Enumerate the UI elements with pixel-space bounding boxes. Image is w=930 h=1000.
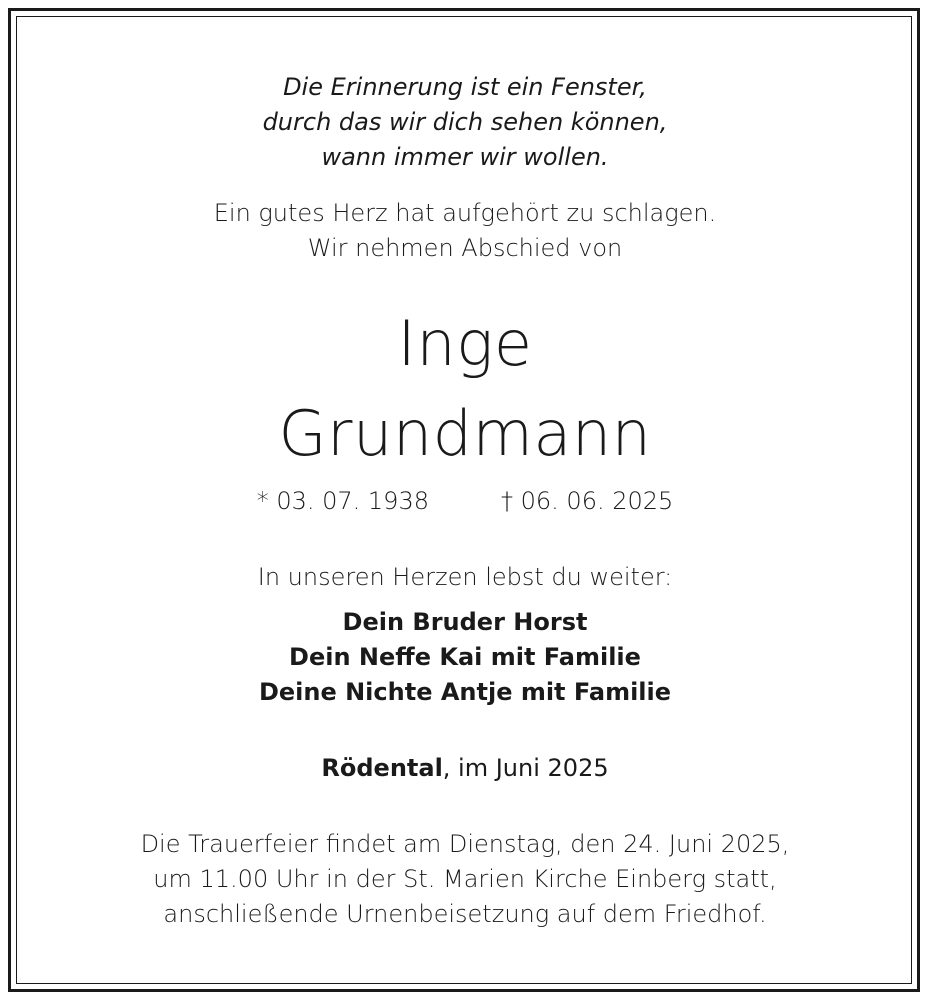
poem-line-2: durch das wir dich sehen können, — [262, 108, 668, 136]
place-town: Rödental — [321, 754, 443, 782]
mourner-3: Deine Nichte Antje mit Familie — [258, 678, 672, 706]
poem-line-1: Die Erinnerung ist ein Fenster, — [283, 73, 647, 101]
birth-date: * 03. 07. 1938 — [256, 487, 429, 515]
intro-line-1: Ein gutes Herz hat aufgehört zu schlagen. — [213, 199, 717, 227]
intro-line-2: Wir nehmen Abschied von — [307, 234, 623, 262]
poem-line-3: wann immer wir wollen. — [321, 143, 609, 171]
service-line-2: um 11.00 Uhr in der St. Marien Kirche Einberg statt, — [153, 865, 777, 893]
death-date: † 06. 06. 2025 — [501, 487, 674, 515]
mourner-1: Dein Bruder Horst — [342, 608, 588, 636]
place-date: , im Juni 2025 — [442, 754, 609, 782]
mourners-intro: In unseren Herzen lebst du weiter: — [257, 563, 673, 591]
service-line-1: Die Trauerfeier findet am Dienstag, den 24. Juni 2025, — [140, 830, 790, 858]
service-line-3: anschließende Urnenbeisetzung auf dem Friedhof. — [163, 900, 767, 928]
life-dates — [0, 484, 930, 519]
deceased-last-name: Grundmann — [278, 397, 652, 470]
mourner-2: Dein Neffe Kai mit Familie — [289, 643, 641, 671]
deceased-first-name: Inge — [397, 307, 533, 380]
place-and-date — [0, 751, 930, 786]
